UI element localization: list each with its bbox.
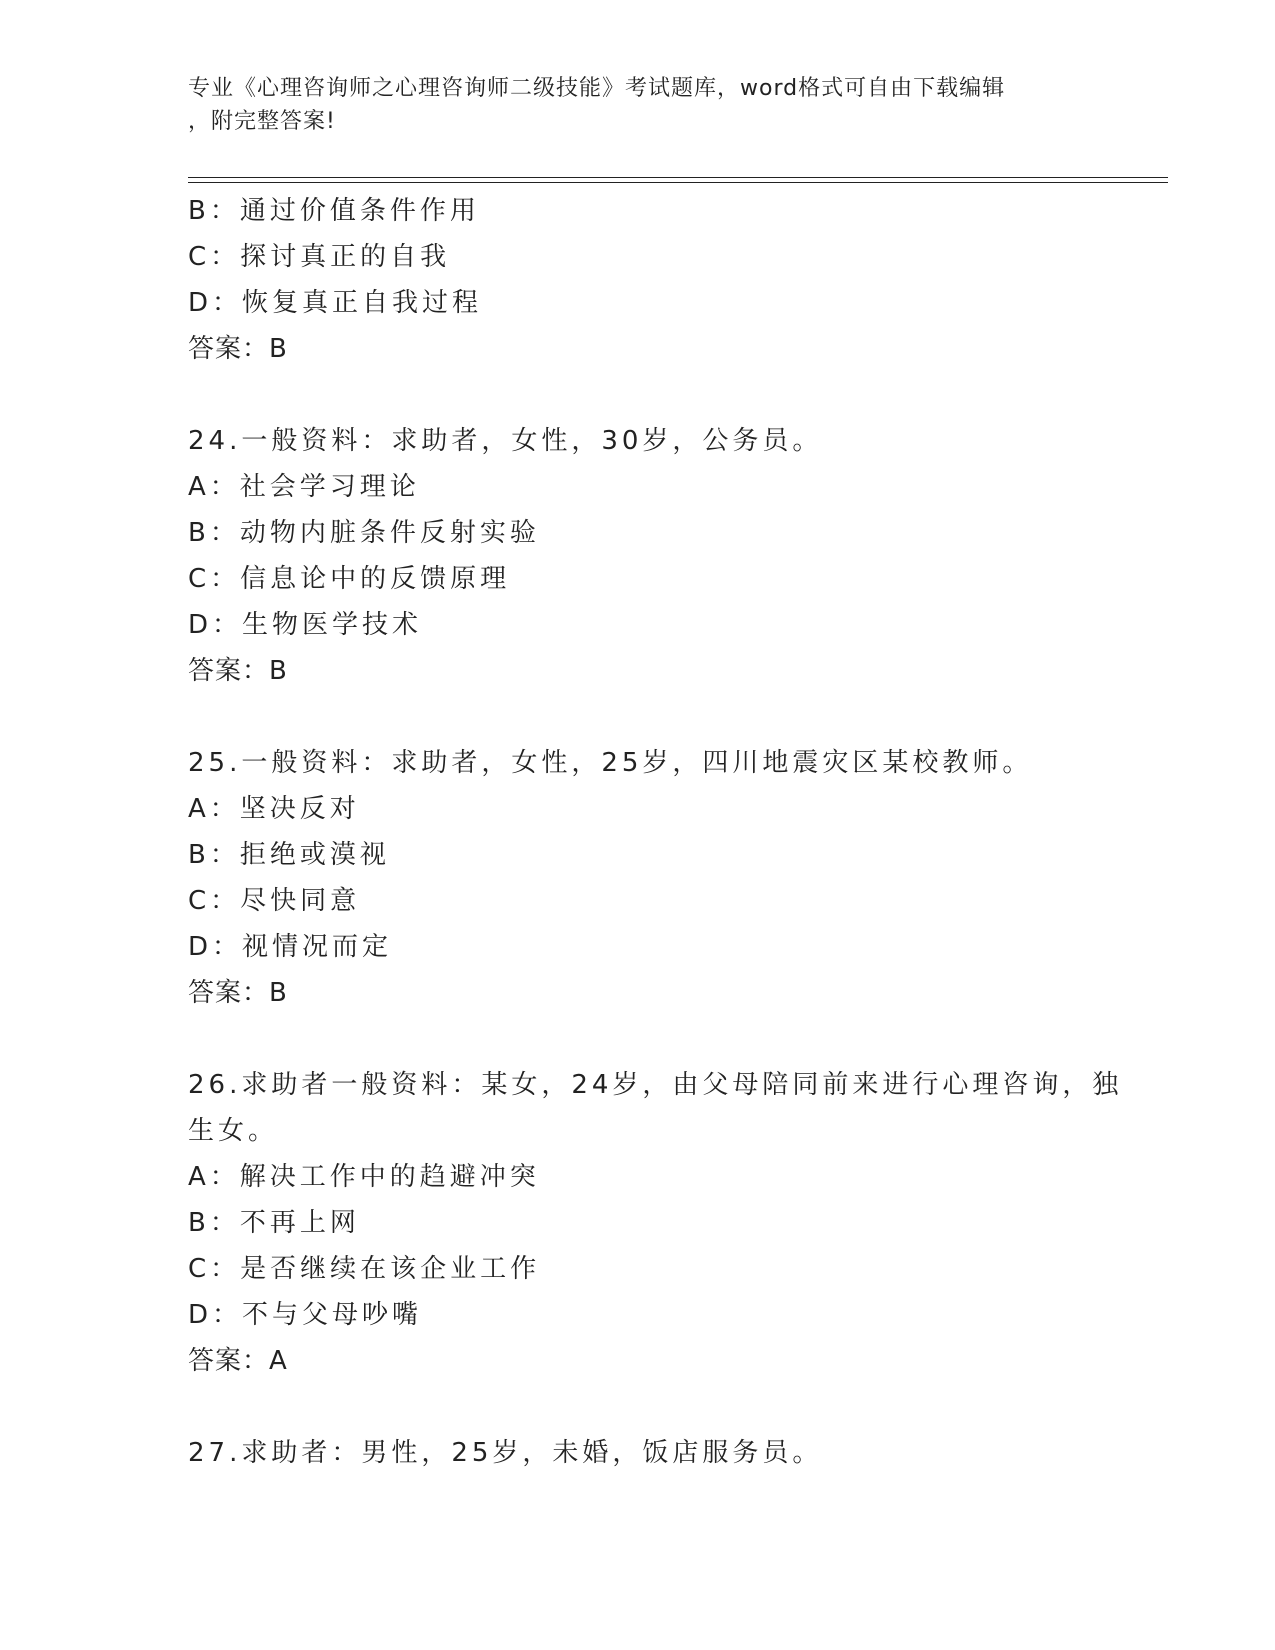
header-line-2: ，附完整答案! [188,109,336,134]
option-c: C：是否继续在该企业工作 [188,1254,541,1284]
answer-line: 答案：B [188,978,288,1008]
option-c: C：探讨真正的自我 [188,242,451,272]
header-rule-top [188,177,1168,178]
header-rule-bottom [188,182,1168,183]
option-b: B：不再上网 [188,1208,360,1238]
header-line-1: 专业《心理咨询师之心理咨询师二级技能》考试题库，word格式可自由下载编辑 [188,76,1006,101]
spacer [188,694,1088,740]
question-27 [188,1430,1088,1476]
option-c: C：信息论中的反馈原理 [188,564,511,594]
answer-line: 答案：B [188,334,288,364]
option-d: D：不与父母吵嘴 [188,1300,423,1330]
question-text: 27.求助者：男性，25岁，未婚，饭店服务员。 [188,1438,823,1468]
option-d: D：恢复真正自我过程 [188,288,483,318]
question-text: 25.一般资料：求助者，女性，25岁，四川地震灾区某校教师。 [188,748,1033,778]
question-26 [188,1062,1123,1384]
option-a: A：坚决反对 [188,794,360,824]
answer-line: 答案：B [188,656,288,686]
option-a: A：社会学习理论 [188,472,420,502]
option-b: B：通过价值条件作用 [188,196,480,226]
question-24 [188,418,1088,694]
spacer [188,1016,1088,1062]
question-25 [188,740,1088,1016]
question-block-continued [188,188,1088,372]
option-d: D：生物医学技术 [188,610,423,640]
document-header [188,72,1068,138]
option-d: D：视情况而定 [188,932,393,962]
answer-line: 答案：A [188,1346,288,1376]
spacer [188,1384,1088,1430]
question-list [188,188,1123,1476]
question-text: 26.求助者一般资料：某女，24岁，由父母陪同前来进行心理咨询，独 [188,1070,1123,1100]
option-a: A：解决工作中的趋避冲突 [188,1162,540,1192]
question-text-continued: 生女。 [188,1116,279,1146]
option-c: C：尽快同意 [188,886,361,916]
spacer [188,372,1088,418]
question-text: 24.一般资料：求助者，女性，30岁，公务员。 [188,426,823,456]
option-b: B：拒绝或漠视 [188,840,390,870]
option-b: B：动物内脏条件反射实验 [188,518,540,548]
